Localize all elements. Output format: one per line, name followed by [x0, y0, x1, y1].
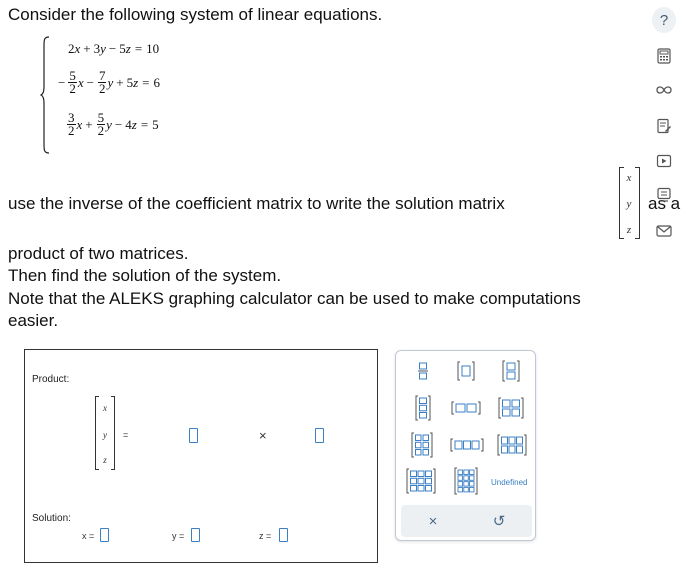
- answer-area: [24, 349, 378, 563]
- instruction-line-5: Note that the ALEKS graphing calculator can be used to make computations: [8, 289, 581, 308]
- matrix-3x1-button[interactable]: [411, 395, 435, 421]
- matrix-1x1-icon: [456, 361, 476, 381]
- answer-vector-x: x: [103, 403, 107, 413]
- vector-x: x: [626, 172, 632, 184]
- equation-3: $\frac{3}{2}$ x + $\frac{5}{2}$ y − 4 z = 5: [68, 110, 159, 138]
- matrix-2x1-button[interactable]: [499, 359, 523, 383]
- instruction-text: use the inverse of the coefficient matrix to write the solution matrix: [8, 194, 505, 213]
- matrix-3x2-button[interactable]: [408, 431, 436, 459]
- z-input[interactable]: [279, 528, 288, 542]
- matrix-1x2-button[interactable]: [450, 397, 482, 419]
- matrix-3x1-icon: [415, 395, 431, 421]
- matrix-2x3-button[interactable]: [496, 433, 528, 457]
- matrix-2x1-icon: [501, 360, 521, 382]
- undo-icon: ↺: [492, 513, 506, 530]
- x-label: x =: [82, 531, 95, 541]
- matrix-1x3-icon: [450, 438, 484, 452]
- instruction-line-3: product of two matrices.: [8, 244, 189, 263]
- mail-button[interactable]: [652, 219, 676, 243]
- matrix-1x3-button[interactable]: [449, 435, 485, 455]
- matrix-palette: [395, 350, 536, 541]
- undo-button[interactable]: [489, 511, 509, 531]
- instruction-line-4: Then find the solution of the system.: [8, 266, 282, 285]
- instruction-line-6: easier.: [8, 311, 59, 330]
- reference-button[interactable]: [652, 183, 676, 207]
- equals-sign: =: [123, 430, 129, 440]
- matrix-1x1-button[interactable]: [454, 359, 478, 383]
- left-brace: [40, 36, 50, 154]
- reference-icon: [656, 187, 672, 203]
- notes-icon: [656, 118, 672, 134]
- inverse-matrix-input[interactable]: [189, 428, 198, 443]
- infinity-icon: [656, 85, 672, 95]
- video-button[interactable]: [652, 149, 676, 173]
- answer-vector-z: z: [103, 455, 107, 465]
- matrix-1x2-icon: [451, 401, 481, 415]
- undefined-button[interactable]: Undefined: [491, 478, 528, 487]
- matrix-3x3-button[interactable]: [405, 467, 437, 495]
- help-icon: ?: [652, 7, 676, 33]
- calculator-button[interactable]: [652, 44, 676, 68]
- solution-label: Solution:: [32, 513, 71, 524]
- matrix-4x3-icon: [454, 467, 478, 495]
- product-label: Product:: [32, 374, 70, 385]
- clear-button[interactable]: [423, 511, 443, 531]
- x-input[interactable]: [100, 528, 109, 542]
- matrix-3x2-icon: [411, 432, 433, 458]
- matrix-4x3-button[interactable]: [453, 467, 479, 495]
- mail-icon: [656, 225, 672, 237]
- constant-matrix-input[interactable]: [315, 428, 324, 443]
- matrix-3x3-icon: [406, 468, 436, 494]
- close-icon: ×: [428, 512, 438, 530]
- video-icon: [656, 154, 672, 168]
- vector-z: z: [626, 224, 632, 236]
- palette-footer: [401, 505, 532, 537]
- answer-vector-y: y: [103, 430, 107, 440]
- equation-2: − $\frac{5}{2}$ x − $\frac{7}{2}$ y + 5 z = 6: [58, 68, 160, 96]
- times-sign: ×: [259, 428, 267, 443]
- equation-1: 2 x + 3 y − 5 z = 10: [68, 41, 160, 56]
- fraction-button[interactable]: [413, 359, 433, 383]
- instruction-suffix: as a: [648, 194, 681, 213]
- question-intro: Consider the following system of linear equations.: [8, 5, 383, 24]
- notes-button[interactable]: [652, 114, 676, 138]
- fraction-icon: [418, 361, 428, 381]
- vector-y: y: [626, 198, 632, 210]
- matrix-2x3-icon: [497, 434, 527, 456]
- y-label: y =: [172, 531, 185, 541]
- matrix-2x2-icon: [498, 397, 524, 419]
- help-button[interactable]: [652, 8, 676, 32]
- infinity-button[interactable]: [652, 78, 676, 102]
- matrix-2x2-button[interactable]: [497, 395, 525, 421]
- calculator-icon: [657, 48, 671, 64]
- z-label: z =: [259, 531, 272, 541]
- y-input[interactable]: [191, 528, 200, 542]
